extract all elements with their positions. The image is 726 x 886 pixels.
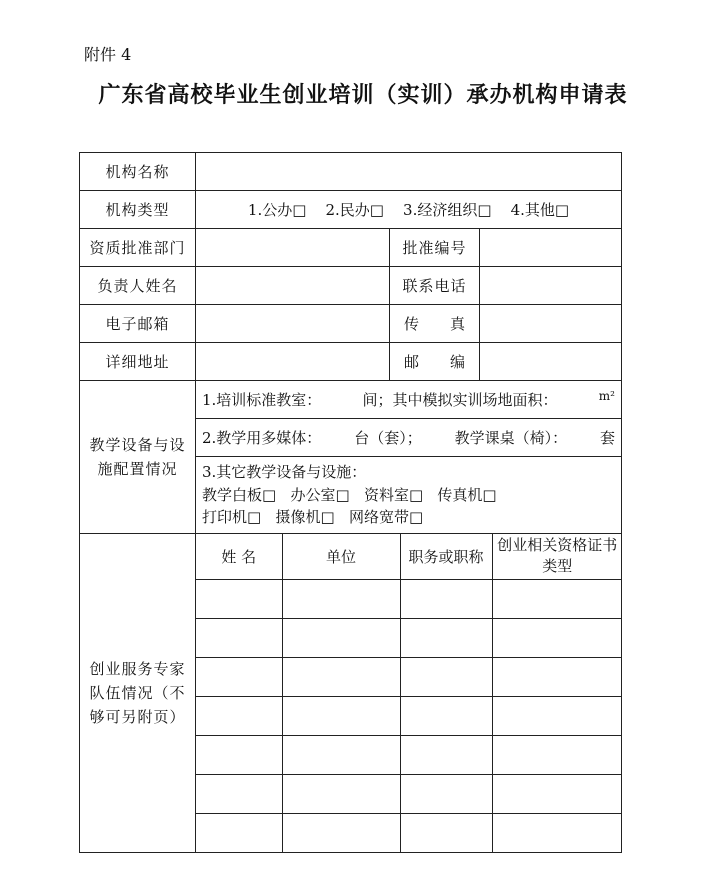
facility-desk-text: 教学课桌（椅）： (454, 429, 568, 447)
table-row[interactable] (196, 736, 282, 775)
expert-table-cell (196, 533, 622, 852)
table-row[interactable] (196, 580, 282, 619)
facility-other-title: 3.其它教学设备与设施： (202, 463, 367, 481)
approval-no-field[interactable] (480, 229, 622, 267)
facility-multimedia-unit: 台（套）； (354, 429, 422, 447)
fax-label: 传真 (390, 305, 480, 343)
table-row[interactable] (196, 775, 282, 814)
head-name-label: 负责人姓名 (80, 267, 196, 305)
facility-line3[interactable] (196, 457, 622, 534)
application-form (79, 152, 622, 853)
approval-no-label: 批准编号 (390, 229, 480, 267)
approval-dept-field[interactable] (196, 229, 390, 267)
expert-col-title: 职务或职称 (400, 534, 492, 580)
approval-dept-label: 资质批准部门 (80, 229, 196, 267)
table-row[interactable] (196, 814, 282, 852)
head-name-field[interactable] (196, 267, 390, 305)
facility-other-items-2[interactable]: 打印机□ 摄像机□ 网络宽带□ (202, 508, 424, 526)
facility-other-items-1[interactable]: 教学白板□ 办公室□ 资料室□ 传真机□ (202, 485, 497, 504)
phone-field[interactable] (480, 267, 622, 305)
org-type-label: 机构类型 (80, 191, 196, 229)
facility-label: 教学设备与设施配置情况 (80, 381, 196, 534)
facility-line1[interactable] (196, 381, 622, 419)
facility-multimedia-text: 2.教学用多媒体： (202, 429, 322, 447)
attachment-label: 附件 4 (84, 45, 132, 64)
email-label: 电子邮箱 (80, 305, 196, 343)
org-type-options[interactable]: 1.公办□ 2.民办□ 3.经济组织□ 4.其他□ (196, 191, 622, 229)
expert-col-cert: 创业相关资格证书类型 (492, 534, 622, 580)
postcode-field[interactable] (480, 343, 622, 381)
facility-area-unit: m² (598, 389, 615, 403)
org-name-label: 机构名称 (80, 153, 196, 191)
page-title: 广东省高校毕业生创业培训（实训）承办机构申请表 (98, 83, 628, 108)
address-field[interactable] (196, 343, 390, 381)
expert-col-name: 姓 名 (196, 534, 282, 580)
facility-line2[interactable] (196, 419, 622, 457)
phone-label: 联系电话 (390, 267, 480, 305)
facility-desk-unit: 套 (599, 429, 615, 447)
address-label: 详细地址 (80, 343, 196, 381)
fax-field[interactable] (480, 305, 622, 343)
facility-classroom-text: 1.培训标准教室： (202, 391, 322, 409)
table-row[interactable] (196, 697, 282, 736)
expert-col-unit: 单位 (282, 534, 400, 580)
table-row[interactable] (196, 658, 282, 697)
facility-sim-area-text: 间；其中模拟实训场地面积： (362, 391, 558, 409)
email-field[interactable] (196, 305, 390, 343)
expert-label: 创业服务专家队伍情况（不够可另附页） (80, 533, 196, 852)
postcode-label: 邮编 (390, 343, 480, 381)
table-row[interactable] (196, 619, 282, 658)
expert-table (196, 534, 622, 852)
org-name-field[interactable] (196, 153, 622, 191)
